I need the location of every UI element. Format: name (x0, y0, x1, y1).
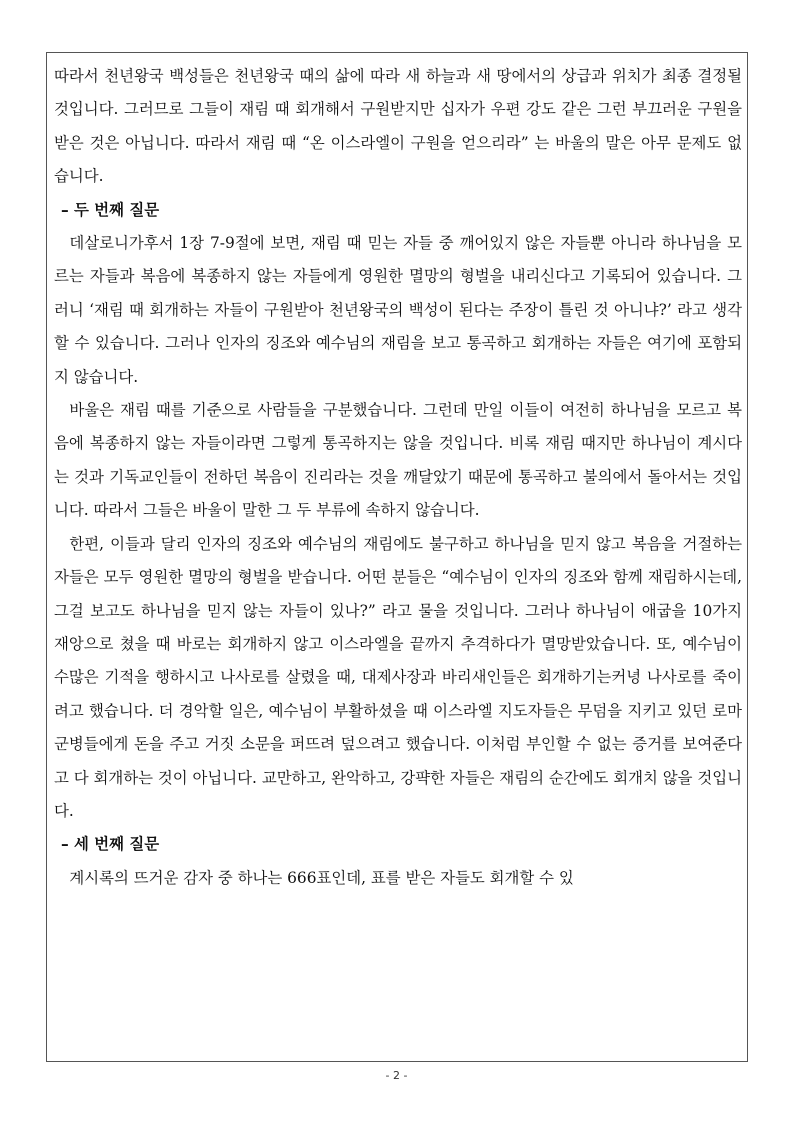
paragraph-2: 데살로니가후서 1장 7-9절에 보면, 재림 때 믿는 자들 중 깨어있지 않은 자들뿐 아니라 하나님을 모르는 자들과 복음에 복종하지 않는 자들에게 영원한 멸망의 형벌을 내리신다고 기록되어 있습니다. 그러니 ‘재림 때 회개하는 자들이 구원받아 천년왕국의 백성이 된다는 주장이 틀린 것 아니냐?’ 라고 생각할 수 있습니다. 그러나 인자의 징조와 예수님의 재림을 보고 통곡하고 회개하는 자들은 여기에 포함되지 않습니다. (54, 234, 742, 386)
heading-third-question: – 세 번째 질문 (61, 835, 160, 854)
document-body (54, 60, 742, 895)
paragraph-4: 한편, 이들과 달리 인자의 징조와 예수님의 재림에도 불구하고 하나님을 믿지 않고 복음을 거절하는 자들은 모두 영원한 멸망의 형벌을 받습니다. 어떤 분들은 “예수님이 인자의 징조와 함께 재림하시는데, 그걸 보고도 하나님을 믿지 않는 자들이 있나?” 라고 물을 것입니다. 그러나 하나님이 애굽을 10가지 재앙으로 쳤을 때 바로는 회개하지 않고 이스라엘을 끝까지 추격하다가 멸망받았습니다. 또, 예수님이 수많은 기적을 행하시고 나사로를 살렸을 때, 대제사장과 바리새인들은 회개하기는커녕 나사로를 죽이려고 했습니다. 더 경악할 일은, 예수님이 부활하셨을 때 이스라엘 지도자들은 무덤을 지키고 있던 로마 군병들에게 돈을 주고 거짓 소문을 퍼뜨려 덮으려고 했습니다. 이처럼 부인할 수 없는 증거를 보여준다고 다 회개하는 것이 아닙니다. 교만하고, 완악하고, 강퍅한 자들은 재림의 순간에도 회개치 않을 것입니다. (54, 534, 742, 820)
paragraph-1: 따라서 천년왕국 백성들은 천년왕국 때의 삶에 따라 새 하늘과 새 땅에서의 상급과 위치가 최종 결정될 것입니다. 그러므로 그들이 재림 때 회개해서 구원받지만 십자가 우편 강도 같은 그런 부끄러운 구원을 받은 것은 아닙니다. 따라서 재림 때 “온 이스라엘이 구원을 얻으리라” 는 바울의 말은 아무 문제도 없습니다. (54, 67, 742, 186)
page-number: - 2 - (385, 1069, 408, 1082)
paragraph-5: 계시록의 뜨거운 감자 중 하나는 666표인데, 표를 받은 자들도 회개할 수 있 (69, 868, 574, 887)
heading-second-question: – 두 번째 질문 (61, 200, 160, 219)
paragraph-3: 바울은 재림 때를 기준으로 사람들을 구분했습니다. 그런데 만일 이들이 여전히 하나님을 모르고 복음에 복종하지 않는 자들이라면 그렇게 통곡하지는 않을 것입니다. 비록 재림 때지만 하나님이 계시다는 것과 기독교인들이 전하던 복음이 진리라는 것을 깨달았기 때문에 통곡하고 불의에서 돌아서는 것입니다. 따라서 그들은 바울이 말한 그 두 부류에 속하지 않습니다. (54, 401, 742, 520)
